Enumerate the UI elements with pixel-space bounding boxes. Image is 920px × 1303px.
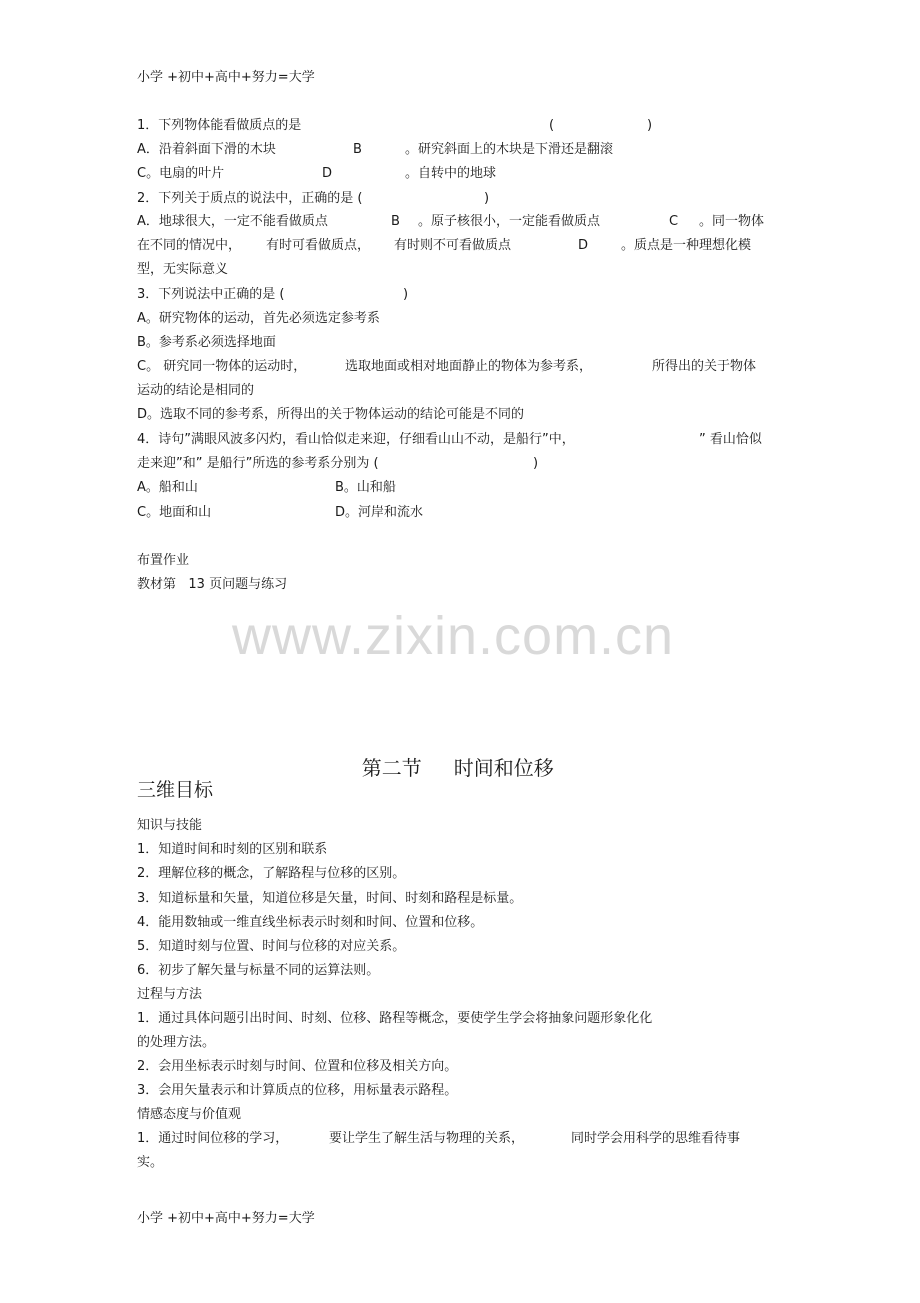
attitude-item-2: 要让学生了解生活与物理的关系， <box>329 1131 525 1146</box>
process-heading: 过程与方法 <box>137 987 203 1002</box>
q4-option-b: B。山和船 <box>335 480 396 495</box>
homework-title: 布置作业 <box>137 553 190 568</box>
section-number: 第二节 <box>361 756 422 780</box>
q4-bracket-close: ) <box>533 456 539 471</box>
page-footer: 小学 +初中+高中+努力=大学 <box>137 1211 315 1226</box>
q4-stem-2: ” 看山恰似 <box>699 432 762 447</box>
process-item: 3．会用矢量表示和计算质点的位移，用标量表示路程。 <box>137 1083 458 1098</box>
q4-option-a: A。船和山 <box>137 480 198 495</box>
q4-stem-cont: 走来迎”和” 是船行”所选的参考系分别为 ( <box>137 456 379 471</box>
q2-option-c-text: 。同一物体 <box>699 214 765 229</box>
q1-option-d-text: 。自转中的地球 <box>405 166 497 181</box>
knowledge-item: 4．能用数轴或一维直线坐标表示时刻和时间、位置和位移。 <box>137 915 484 930</box>
q3-option-c-cont: 运动的结论是相同的 <box>137 383 255 398</box>
q4-option-d: D。河岸和流水 <box>335 505 424 520</box>
knowledge-item: 1．知道时间和时刻的区别和联系 <box>137 842 328 857</box>
q3-option-c-3: 所得出的关于物体 <box>652 359 757 374</box>
page-header: 小学 +初中+高中+努力=大学 <box>137 70 315 85</box>
homework-text: 教材第 13 页问题与练习 <box>137 577 288 592</box>
process-item: 1．通过具体问题引出时间、时刻、位移、路程等概念，要使学生学会将抽象问题形象化化 <box>137 1011 653 1026</box>
q3-option-d: D。选取不同的参考系，所得出的关于物体运动的结论可能是不同的 <box>137 407 525 422</box>
knowledge-item: 3．知道标量和矢量，知道位移是矢量，时间、时刻和路程是标量。 <box>137 891 523 906</box>
q1-option-a: A．沿着斜面下滑的木块 <box>137 142 276 157</box>
knowledge-item: 5．知道时刻与位置、时间与位移的对应关系。 <box>137 939 406 954</box>
q2-option-b-text: 。原子核很小，一定能看做质点 <box>418 214 601 229</box>
knowledge-item: 2．理解位移的概念，了解路程与位移的区别。 <box>137 866 406 881</box>
q2-option-c-cont-2: 有时可看做质点， <box>266 238 371 253</box>
q2-option-b-letter: B <box>391 214 400 229</box>
q4-stem-1: 4．诗句”满眼风波多闪灼，看山恰似走来迎，仔细看山山不动，是船行”中， <box>137 432 575 447</box>
knowledge-item: 6．初步了解矢量与标量不同的运算法则。 <box>137 963 380 978</box>
q1-option-d-letter: D <box>322 166 333 181</box>
q3-option-b: B。参考系必须选择地面 <box>137 335 276 350</box>
q1-bracket-close: ) <box>647 118 653 133</box>
process-item-cont: 的处理方法。 <box>137 1035 216 1050</box>
section-name: 时间和位移 <box>453 756 554 780</box>
q4-option-c: C。地面和山 <box>137 505 212 520</box>
q1-bracket-open: ( <box>549 118 555 133</box>
q2-option-d-letter: D <box>578 238 589 253</box>
q3-option-c-1: C。 研究同一物体的运动时， <box>137 359 307 374</box>
attitude-item-3: 同时学会用科学的思维看待事 <box>571 1131 741 1146</box>
watermark: www.zixin.com.cn <box>232 606 675 666</box>
objectives-heading: 三维目标 <box>137 779 214 801</box>
q2-option-d-cont: 型，无实际意义 <box>137 262 229 277</box>
q2-stem: 2．下列关于质点的说法中，正确的是 ( <box>137 191 363 206</box>
q1-option-b-text: 。研究斜面上的木块是下滑还是翻滚 <box>405 142 614 157</box>
q3-option-c-2: 选取地面或相对地面静止的物体为参考系， <box>345 359 593 374</box>
process-item: 2．会用坐标表示时刻与时间、位置和位移及相关方向。 <box>137 1059 458 1074</box>
q1-option-c: C。电扇的叶片 <box>137 166 225 181</box>
section-title <box>349 729 554 781</box>
attitude-item-1: 1．通过时间位移的学习， <box>137 1131 289 1146</box>
attitude-item-cont: 实。 <box>137 1155 164 1170</box>
knowledge-heading: 知识与技能 <box>137 818 203 833</box>
q3-bracket-close: ) <box>403 287 409 302</box>
q2-option-c-letter: C <box>669 214 679 229</box>
attitude-heading: 情感态度与价值观 <box>137 1107 242 1122</box>
q2-bracket-close: ) <box>484 191 490 206</box>
q2-option-d-text: 。质点是一种理想化模 <box>621 238 752 253</box>
q2-option-c-cont-3: 有时则不可看做质点 <box>394 238 512 253</box>
q3-stem: 3．下列说法中正确的是 ( <box>137 287 285 302</box>
q1-stem: 1．下列物体能看做质点的是 <box>137 118 302 133</box>
q2-option-a: A．地球很大，一定不能看做质点 <box>137 214 328 229</box>
q2-option-c-cont-1: 在不同的情况中， <box>137 238 242 253</box>
q1-option-b-letter: B <box>353 142 362 157</box>
q3-option-a: A。研究物体的运动，首先必须选定参考系 <box>137 311 380 326</box>
